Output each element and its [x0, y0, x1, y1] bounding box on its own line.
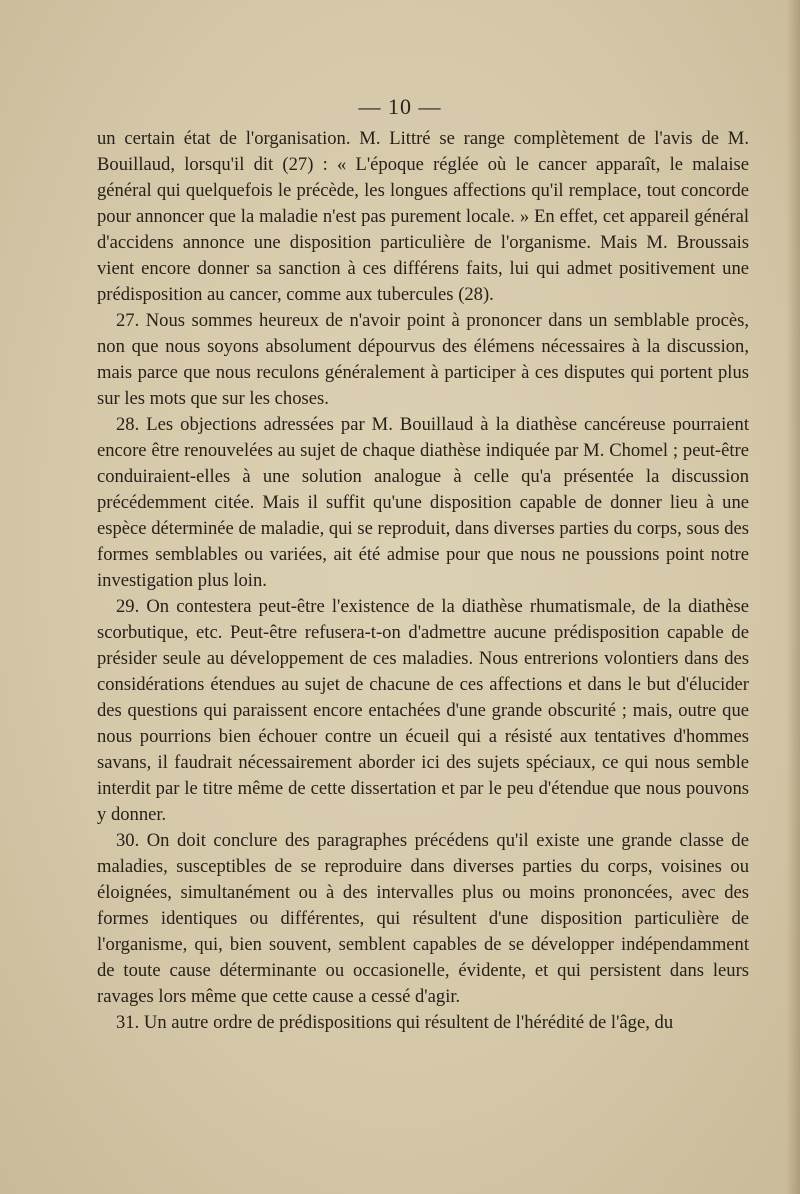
page-edge-shadow [786, 0, 800, 1194]
paragraph-continuation: un certain état de l'organisation. M. Littré se range complètement de l'avis de M. Bouillaud, lorsqu'il dit (27) : « L'époque réglée où le cancer apparaît, le malaise général qui quelquefois le précède, les longues affections qu'il remplace, tout concorde pour annoncer que la maladie n'est pas purement locale. » En effet, cet appareil général d'accidens annonce une disposition particulière de l'organisme. Mais M. Broussais vient encore donner sa sanction à ces différens faits, lui qui admet positivement une prédisposition au cancer, comme aux tubercules (28). [97, 128, 749, 305]
paragraph-28: 28. Les objections adressées par M. Bouillaud à la diathèse cancéreuse pourraient encore être renouvelées au sujet de chaque diathèse indiquée par M. Chomel ; peut-être conduiraient-elles à une solution analogue à celle qu'a présentée la discussion précédemment citée. Mais il suffit qu'une disposition capable de donner lieu à une espèce déterminée de maladie, qui se reproduit, dans diverses parties du corps, sous des formes semblables ou variées, ait été admise pour que nous ne poussions point notre investigation plus loin. [97, 414, 749, 591]
paragraph-30: 30. On doit conclure des paragraphes précédens qu'il existe une grande classe de maladies, susceptibles de se reproduire dans diverses parties du corps, voisines ou éloignées, simultanément ou à des intervalles plus ou moins prononcées, avec des formes identiques ou différentes, qui résultent d'une disposition particulière de l'organisme, qui, bien souvent, semblent capables de se développer indépendamment de toute cause déterminante ou occasionelle, évidente, et qui persistent dans leurs ravages lors même que cette cause a cessé d'agir. [97, 830, 749, 1007]
page-number: — 10 — [358, 94, 442, 119]
paragraph-31: 31. Un autre ordre de prédispositions qui résultent de l'hérédité de l'âge, du [116, 1012, 674, 1033]
body-text [97, 126, 749, 1036]
paragraph-27: 27. Nous sommes heureux de n'avoir point à prononcer dans un semblable procès, non que nous soyons absolument dépourvus des élémens nécessaires à la discussion, mais parce que nous reculons généralement à participer à ces disputes qui portent plus sur les mots que sur les choses. [97, 310, 749, 409]
paragraph-29: 29. On contestera peut-être l'existence de la diathèse rhumatismale, de la diathèse scorbutique, etc. Peut-être refusera-t-on d'admettre aucune prédisposition capable de présider seule au développement de ces maladies. Nous entrerions volontiers dans des considérations étendues au sujet de chacune de ces affections et dans le but d'élucider des questions qui paraissent encore entachées d'une grande obscurité ; mais, outre que nous pourrions bien échouer contre un écueil qui a résisté aux tentatives d'hommes savans, il faudrait nécessairement aborder ici des sujets spéciaux, ce qui nous semble interdit par le titre même de cette dissertation et par le peu d'étendue que nous pouvons y donner. [97, 596, 749, 825]
